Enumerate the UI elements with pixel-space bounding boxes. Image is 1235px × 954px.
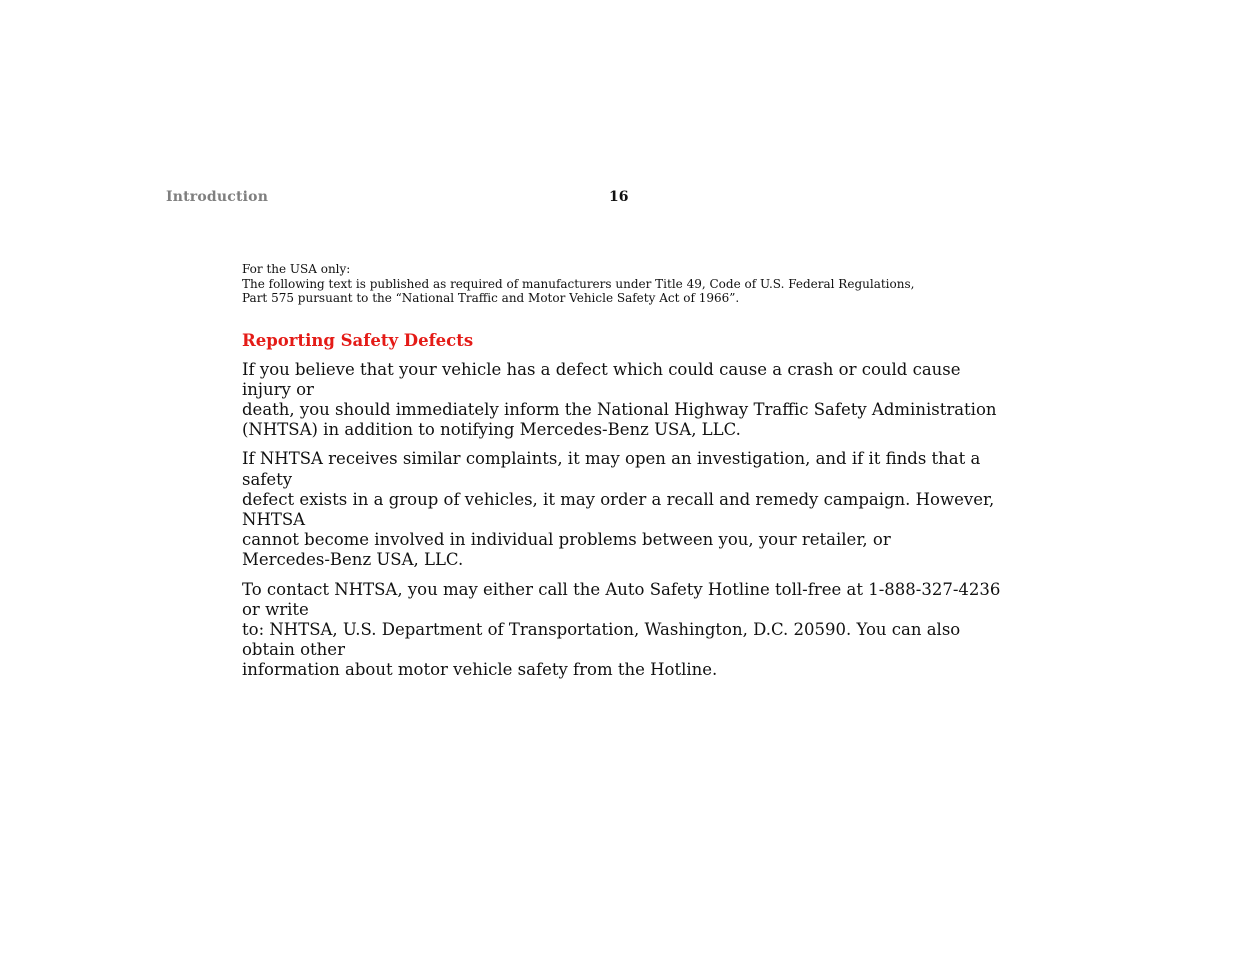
page-number: 16 [609, 189, 629, 205]
paragraph-report-defect: If you believe that your vehicle has a defect which could cause a crash or could cause injury or death, you should immediately inform the National Highway Traffic Safety Administration (NHTSA) in addition to notifying Mercedes-Benz USA, LLC. [242, 359, 997, 440]
paragraph-nhtsa-investigation: If NHTSA receives similar complaints, it may open an investigation, and if it finds that a safety defect exists in a group of vehicles, it may order a recall and remedy campaign. However, NHTSA cannot become involved in individual problems between you, your retailer, or Mercedes-Benz USA, LLC. [242, 449, 995, 570]
page-content [242, 262, 1002, 681]
section-heading: Reporting Safety Defects [242, 330, 474, 350]
section-name: Introduction [166, 189, 269, 205]
paragraph-contact-nhtsa: To contact NHTSA, you may either call the Auto Safety Hotline toll-free at 1-888-327-4236 or write to: NHTSA, U.S. Department of Transportation, Washington, D.C. 20590. You can also obtain other information about motor vehicle safety from the Hotline. [242, 579, 1001, 680]
usa-notice: For the USA only: The following text is published as required of manufacturers under Title 49, Code of U.S. Federal Regulations, Part 575 pursuant to the “National Traffic and Motor Vehicle Safety Act of 1966”. [242, 262, 915, 305]
